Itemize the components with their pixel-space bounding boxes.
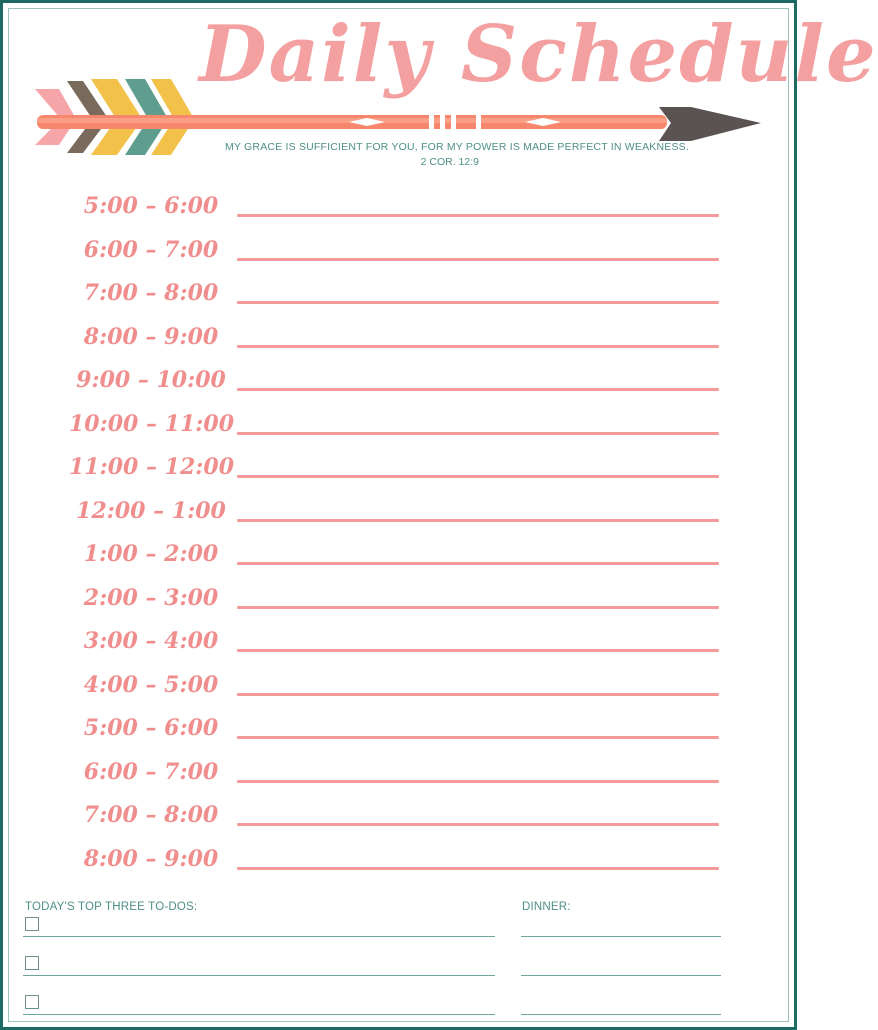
todo-writing-line [23, 975, 495, 976]
time-slot-label: 2:00 – 3:00 [83, 584, 219, 611]
todo-checkbox[interactable] [25, 956, 39, 970]
schedule-writing-line[interactable] [237, 562, 719, 565]
schedule-row [3, 759, 800, 789]
todo-checkbox[interactable] [25, 917, 39, 931]
schedule-row [3, 585, 800, 615]
schedule-row [3, 715, 800, 745]
schedule-writing-line[interactable] [237, 258, 719, 261]
schedule-row [3, 541, 800, 571]
time-slot-label: 6:00 – 7:00 [83, 236, 219, 263]
schedule-row [3, 411, 800, 441]
schedule-writing-line[interactable] [237, 693, 719, 696]
bible-quote: MY GRACE IS SUFFICIENT FOR YOU, FOR MY POWER IS MADE PERFECT IN WEAKNESS. [224, 141, 689, 153]
time-slot-label: 7:00 – 8:00 [83, 280, 219, 306]
time-slot-label: 8:00 – 9:00 [83, 845, 219, 872]
dinner-writing-line[interactable] [521, 1014, 721, 1015]
time-slot-label: 1:00 – 2:00 [83, 541, 219, 567]
dinner-heading: DINNER: [522, 901, 571, 913]
todo-writing-line [23, 936, 495, 937]
schedule-writing-line[interactable] [237, 867, 719, 870]
schedule-row [3, 672, 800, 702]
time-slot-label: 6:00 – 7:00 [83, 758, 219, 785]
time-slot-label: 3:00 – 4:00 [83, 628, 219, 654]
schedule-writing-line[interactable] [237, 388, 719, 391]
schedule-writing-line[interactable] [237, 519, 719, 522]
dinner-writing-line[interactable] [521, 975, 721, 976]
todo-item[interactable] [23, 995, 498, 1017]
schedule-writing-line[interactable] [237, 780, 719, 783]
schedule-row [3, 498, 800, 528]
schedule-row [3, 628, 800, 658]
schedule-writing-line[interactable] [237, 432, 719, 435]
time-slot-label: 5:00 – 6:00 [83, 193, 219, 219]
todo-writing-line [23, 1014, 495, 1015]
schedule-row [3, 846, 800, 876]
schedule-writing-line[interactable] [237, 345, 719, 348]
time-slot-label: 12:00 – 1:00 [76, 497, 226, 524]
dinner-writing-line[interactable] [521, 936, 721, 937]
schedule-writing-line[interactable] [237, 475, 719, 478]
schedule-row [3, 324, 800, 354]
todo-item[interactable] [23, 956, 498, 978]
time-slot-label: 10:00 – 11:00 [69, 410, 235, 437]
time-slot-label: 8:00 – 9:00 [83, 323, 219, 350]
schedule-writing-line[interactable] [237, 736, 719, 739]
schedule-writing-line[interactable] [237, 214, 719, 217]
schedule-row [3, 237, 800, 267]
schedule-writing-line[interactable] [237, 649, 719, 652]
bible-reference: 2 COR. 12:9 [420, 156, 479, 168]
todo-item[interactable] [23, 917, 498, 939]
schedule-writing-line[interactable] [237, 606, 719, 609]
time-slot-label: 7:00 – 8:00 [83, 802, 219, 828]
schedule-row [3, 802, 800, 832]
time-slot-label: 4:00 – 5:00 [83, 671, 219, 698]
time-slot-label: 5:00 – 6:00 [83, 715, 219, 741]
todo-checkbox[interactable] [25, 995, 39, 1009]
schedule-row [3, 367, 800, 397]
schedule-writing-line[interactable] [237, 301, 719, 304]
schedule-row [3, 193, 800, 223]
page-title: Daily Schedule [199, 9, 878, 100]
schedule-row [3, 280, 800, 310]
time-slot-label: 11:00 – 12:00 [69, 454, 235, 480]
todo-heading: TODAY'S TOP THREE TO-DOS: [25, 901, 198, 913]
time-slot-label: 9:00 – 10:00 [76, 367, 226, 393]
schedule-row [3, 454, 800, 484]
schedule-writing-line[interactable] [237, 823, 719, 826]
